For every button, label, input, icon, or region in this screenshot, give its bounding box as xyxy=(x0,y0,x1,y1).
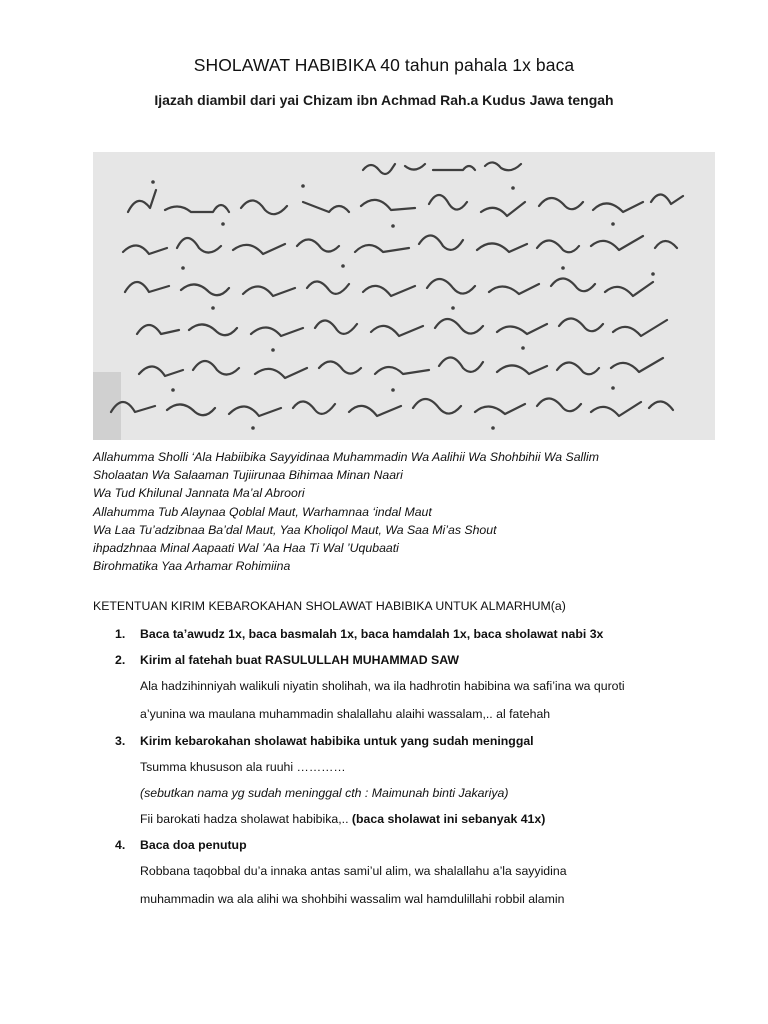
step-body-line: a’yunina wa maulana muhammadin shalallahu alaihi wassalam,.. al fatehah xyxy=(140,706,551,721)
step-note: (sebutkan nama yg sudah meninggal cth : Maimunah binti Jakariya) xyxy=(140,786,509,800)
step-body-line: Robbana taqobbal du’a innaka antas sami’ul alim, wa shalallahu a’la sayyidina xyxy=(140,864,567,878)
step-number: 3. xyxy=(115,734,126,748)
handwritten-arabic-photo xyxy=(93,152,715,440)
transliteration-line: Wa Laa Tu’adzibnaa Ba’dal Maut, Yaa Kholiqol Maut, Wa Saa Mi’as Shout xyxy=(93,522,497,537)
step-body-line: muhammadin wa ala alihi wa shohbihi wassalim wal hamdulillahi robbil alamin xyxy=(140,891,565,906)
step-title-text: Kirim al fatehah buat RASULULLAH MUHAMMAD SAW xyxy=(140,653,460,667)
step-number: 2. xyxy=(115,653,126,667)
step-body-text: Fii barokati hadza sholawat habibika,.. xyxy=(140,812,352,826)
transliteration-line: Wa Tud Khilunal Jannata Ma’al Abroori xyxy=(93,486,305,501)
step-body-line xyxy=(93,811,733,837)
step-title-text: Baca doa penutup xyxy=(140,838,247,852)
transliteration-line: Birohmatika Yaa Arhamar Rohimiina xyxy=(93,559,291,574)
step-body-line: Tsumma khususon ala ruuhi ………… xyxy=(140,760,346,774)
step-1-title xyxy=(93,626,733,652)
step-4-title xyxy=(93,837,733,863)
step-2-title xyxy=(93,652,733,678)
step-number: 1. xyxy=(115,627,126,641)
document-subtitle: Ijazah diambil dari yai Chizam ibn Achmad Rah.a Kudus Jawa tengah xyxy=(154,92,614,108)
transliteration-line: ihpadzhnaa Minal Aapaati Wal ’Aa Haa Ti Wal ’Uqubaati xyxy=(93,541,399,556)
transliteration-line: Allahumma Tub Alaynaa Qoblal Maut, Warhamnaa ‘indal Maut xyxy=(93,504,432,519)
transliteration-block xyxy=(93,448,733,575)
step-title-text: Kirim kebarokahan sholawat habibika untuk yang sudah meninggal xyxy=(140,734,534,748)
step-3-title xyxy=(93,733,733,759)
step-body-emphasis: (baca sholawat ini sebanyak 41x) xyxy=(351,812,546,826)
transliteration-line: Allahumma Sholli ‘Ala Habiibika Sayyidinaa Muhammadin Wa Aalihii Wa Shohbihii Wa Sallim xyxy=(93,450,599,464)
steps-list xyxy=(93,626,733,918)
transliteration-line: Sholaatan Wa Salaaman Tujiirunaa Bihimaa Minan Naari xyxy=(93,468,403,483)
step-body-line: Ala hadzihinniyah walikuli niyatin sholihah, wa ila hadhrotin habibina wa safi’ina wa quroti xyxy=(140,679,625,693)
document-title: SHOLAWAT HABIBIKA 40 tahun pahala 1x baca xyxy=(193,55,575,75)
step-number: 4. xyxy=(115,838,126,852)
step-title-text: Baca ta’awudz 1x, baca basmalah 1x, baca hamdalah 1x, baca sholawat nabi 3x xyxy=(140,627,604,641)
section-heading: KETENTUAN KIRIM KEBAROKAHAN SHOLAWAT HABIBIKA UNTUK ALMARHUM(a) xyxy=(93,599,566,613)
